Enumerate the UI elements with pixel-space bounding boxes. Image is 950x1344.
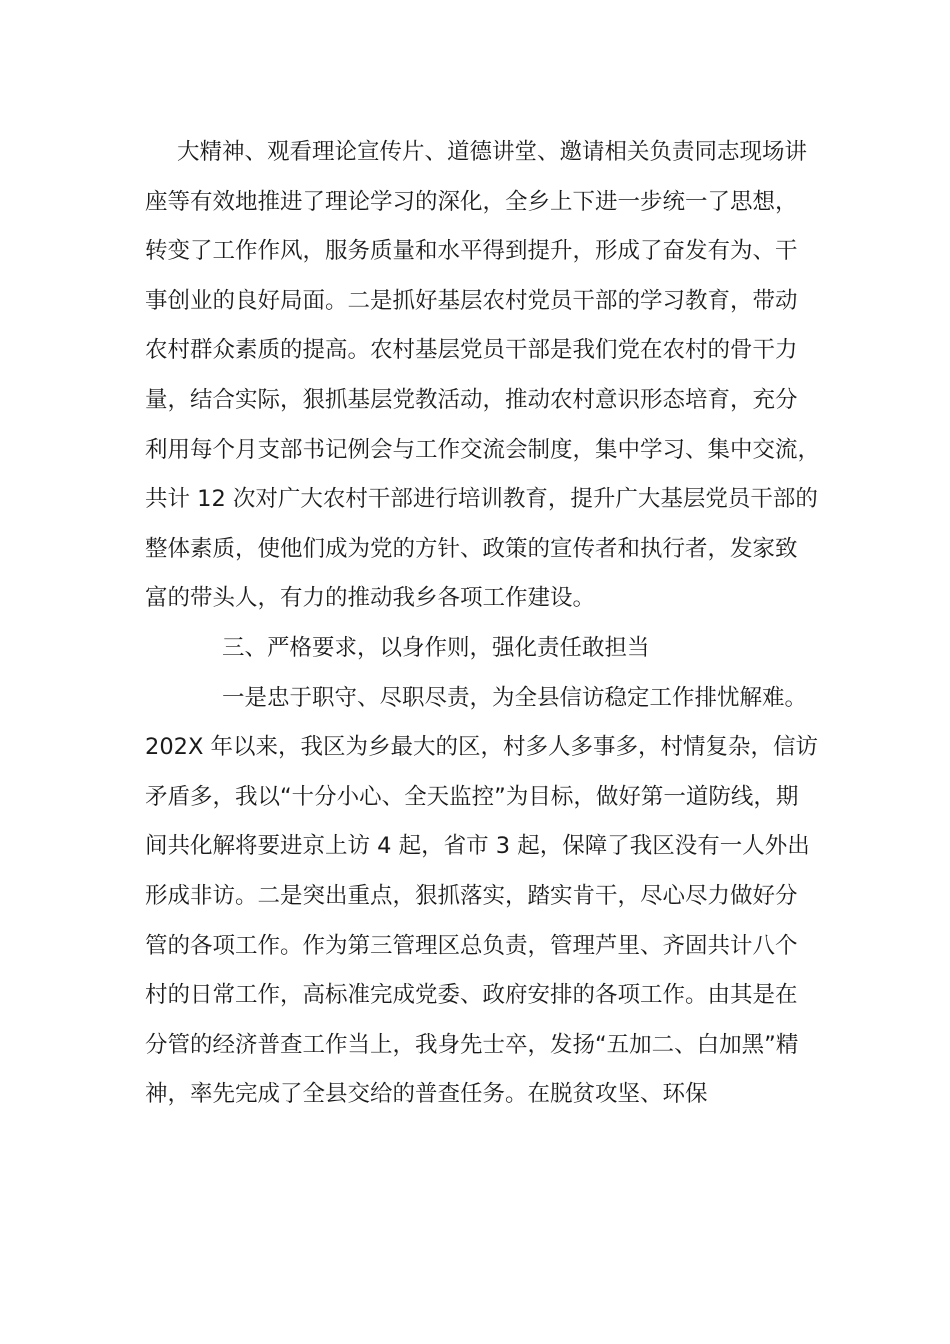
- paragraph-line: 共计 12 次对广大农村干部进行培训教育，提升广大基层党员干部的: [145, 486, 818, 513]
- paragraph-line: 座等有效地推进了理论学习的深化，全乡上下进一步统一了思想，: [145, 188, 798, 215]
- paragraph-line: 事创业的良好局面。二是抓好基层农村党员干部的学习教育，带动: [145, 287, 798, 314]
- paragraph-line: 大精神、观看理论宣传片、道德讲堂、邀请相关负责同志现场讲: [177, 139, 808, 165]
- paragraph-line: 农村群众素质的提高。农村基层党员干部是我们党在农村的骨干力: [145, 337, 798, 364]
- paragraph-line: 量，结合实际，狠抓基层党教活动，推动农村意识形态培育，充分: [145, 386, 798, 413]
- paragraph-line: 分管的经济普查工作当上，我身先士卒，发扬“五加二、白加黑”精: [145, 1031, 799, 1058]
- paragraph-line: 管的各项工作。作为第三管理区总负责，管理芦里、齐固共计八个: [145, 932, 798, 959]
- paragraph-line: 转变了工作作风，服务质量和水平得到提升，形成了奋发有为、干: [145, 238, 798, 265]
- paragraph-line: 村的日常工作，高标准完成党委、政府安排的各项工作。由其是在: [145, 982, 798, 1009]
- paragraph-line: 利用每个月支部书记例会与工作交流会制度，集中学习、集中交流，: [145, 436, 821, 463]
- paragraph-line: 神，率先完成了全县交给的普查任务。在脱贫攻坚、环保: [145, 1081, 708, 1108]
- paragraph-line: 一是忠于职守、尽职尽责，为全县信访稳定工作排忧解难。: [222, 684, 808, 711]
- paragraph-line: 矛盾多，我以“十分小心、全天监控”为目标，做好第一道防线，期: [145, 783, 799, 810]
- section-heading: 三、严格要求，以身作则，强化责任敢担当: [222, 634, 650, 661]
- paragraph-line: 整体素质，使他们成为党的方针、政策的宣传者和执行者，发家致: [145, 535, 798, 562]
- paragraph-line: 间共化解将要进京上访 4 起，省市 3 起，保障了我区没有一人外出: [145, 833, 810, 860]
- paragraph-line: 富的带头人，有力的推动我乡各项工作建设。: [145, 585, 596, 612]
- paragraph-line: 形成非访。二是突出重点，狠抓落实，踏实肯干，尽心尽力做好分: [145, 882, 798, 909]
- paragraph-line: 202X 年以来，我区为乡最大的区，村多人多事多，村情复杂，信访: [145, 734, 819, 761]
- body-text: [145, 128, 835, 1120]
